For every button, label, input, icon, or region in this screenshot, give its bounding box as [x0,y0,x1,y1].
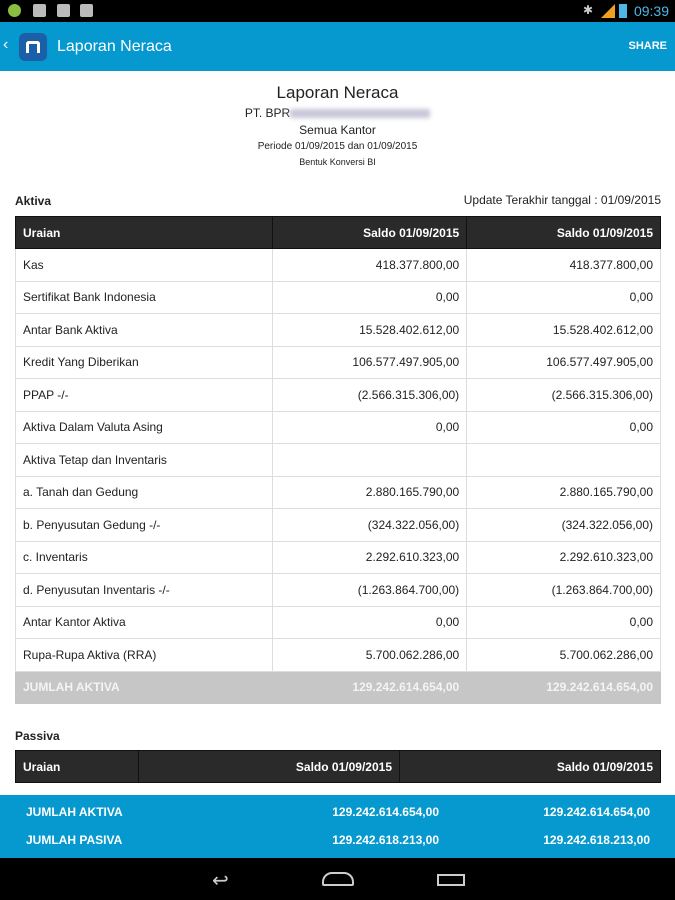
cell-label: Antar Kantor Aktiva [16,606,273,639]
cell-saldo-1: 0,00 [273,411,467,444]
summary-label: JUMLAH PASIVA [26,833,123,847]
cell-saldo-2 [467,444,661,477]
cell-label: Aktiva Dalam Valuta Asing [16,411,273,444]
cell-label: a. Tanah dan Gedung [16,476,273,509]
cell-saldo-1: 0,00 [273,281,467,314]
table-row [16,281,661,314]
back-nav-icon[interactable]: ↩ [212,870,229,892]
col-saldo-1: Saldo 01/09/2015 [139,751,400,783]
app-bar [0,22,675,71]
cell-label: PPAP -/- [16,379,273,412]
table-row [16,509,661,542]
cell-saldo-2: 5.700.062.286,00 [467,639,661,672]
cell-saldo-2: 2.292.610.323,00 [467,541,661,574]
cell-saldo-2: (324.322.056,00) [467,509,661,542]
cell-saldo-1: (2.566.315.306,00) [273,379,467,412]
table-row [16,249,661,282]
clock: 09:39 [633,3,669,19]
status-bar [0,0,675,22]
cell-saldo-2: (2.566.315.306,00) [467,379,661,412]
app-title: Laporan Neraca [57,38,172,55]
aktiva-label: Aktiva [15,194,52,208]
table-row [16,379,661,412]
mail-icon [33,4,46,17]
table-row [16,639,661,672]
report-header [0,83,675,167]
image-icon [57,4,70,17]
table-row [16,574,661,607]
navigation-bar [0,858,675,900]
back-icon[interactable]: ‹ [3,36,9,53]
cell-saldo-1: (324.322.056,00) [273,509,467,542]
cell-saldo-2: 0,00 [467,281,661,314]
company-name [0,106,675,120]
cell-saldo-2: 15.528.402.612,00 [467,314,661,347]
battery-icon [619,4,627,18]
cell-saldo-2: 0,00 [467,606,661,639]
redacted-name [290,109,430,118]
total-row [16,671,661,704]
table-row [16,314,661,347]
cell-saldo-1: 5.700.062.286,00 [273,639,467,672]
summary-label: JUMLAH AKTIVA [26,805,123,819]
summary-value-2: 129.242.614.654,00 [543,805,650,819]
passiva-table [15,750,661,783]
cell-label: JUMLAH AKTIVA [16,671,273,704]
cell-label: b. Penyusutan Gedung -/- [16,509,273,542]
summary-value-1: 129.242.614.654,00 [332,805,439,819]
update-date: Update Terakhir tanggal : 01/09/2015 [463,193,661,207]
col-saldo-2: Saldo 01/09/2015 [400,751,661,783]
home-icon[interactable] [322,872,354,886]
cell-saldo-1: 106.577.497.905,00 [273,346,467,379]
cell-label: Kredit Yang Diberikan [16,346,273,379]
summary-value-1: 129.242.618.213,00 [332,833,439,847]
col-uraian: Uraian [16,751,139,783]
report-title: Laporan Neraca [276,83,399,102]
report-form: Bentuk Konversi BI [299,157,376,167]
col-saldo-2: Saldo 01/09/2015 [467,217,661,249]
table-row [16,411,661,444]
cell-label: Aktiva Tetap dan Inventaris [16,444,273,477]
cell-label: Kas [16,249,273,282]
cell-label: Antar Bank Aktiva [16,314,273,347]
col-saldo-1: Saldo 01/09/2015 [273,217,467,249]
table-row [16,476,661,509]
summary-footer [0,795,675,858]
summary-row-pasiva [0,833,675,853]
cell-saldo-2: 2.880.165.790,00 [467,476,661,509]
clipboard-icon [80,4,93,17]
aktiva-table [15,216,661,704]
app-logo-icon[interactable] [19,33,47,61]
col-uraian: Uraian [16,217,273,249]
cell-saldo-2: 418.377.800,00 [467,249,661,282]
cell-label: c. Inventaris [16,541,273,574]
cell-label: d. Penyusutan Inventaris -/- [16,574,273,607]
cell-saldo-1: (1.263.864.700,00) [273,574,467,607]
table-row [16,541,661,574]
cell-label: Sertifikat Bank Indonesia [16,281,273,314]
cell-saldo-1: 15.528.402.612,00 [273,314,467,347]
cell-saldo-1: 129.242.614.654,00 [273,671,467,704]
table-row [16,444,661,477]
android-icon [8,4,21,17]
cell-saldo-1: 0,00 [273,606,467,639]
cell-saldo-2: 0,00 [467,411,661,444]
cell-saldo-1: 2.292.610.323,00 [273,541,467,574]
table-row [16,606,661,639]
passiva-label: Passiva [15,729,60,743]
signal-icon [601,4,615,18]
cell-saldo-1 [273,444,467,477]
cell-saldo-2: (1.263.864.700,00) [467,574,661,607]
summary-row-aktiva [0,805,675,825]
cell-saldo-1: 418.377.800,00 [273,249,467,282]
cell-label: Rupa-Rupa Aktiva (RRA) [16,639,273,672]
recents-icon[interactable] [437,874,465,886]
report-period: Periode 01/09/2015 dan 01/09/2015 [257,141,418,152]
share-button[interactable]: SHARE [628,40,667,52]
cell-saldo-1: 2.880.165.790,00 [273,476,467,509]
table-row [16,346,661,379]
bluetooth-icon: ✱ [582,3,593,17]
cell-saldo-2: 106.577.497.905,00 [467,346,661,379]
summary-value-2: 129.242.618.213,00 [543,833,650,847]
report-scope: Semua Kantor [299,123,376,137]
company-prefix: PT. BPR [244,106,291,120]
cell-saldo-2: 129.242.614.654,00 [467,671,661,704]
